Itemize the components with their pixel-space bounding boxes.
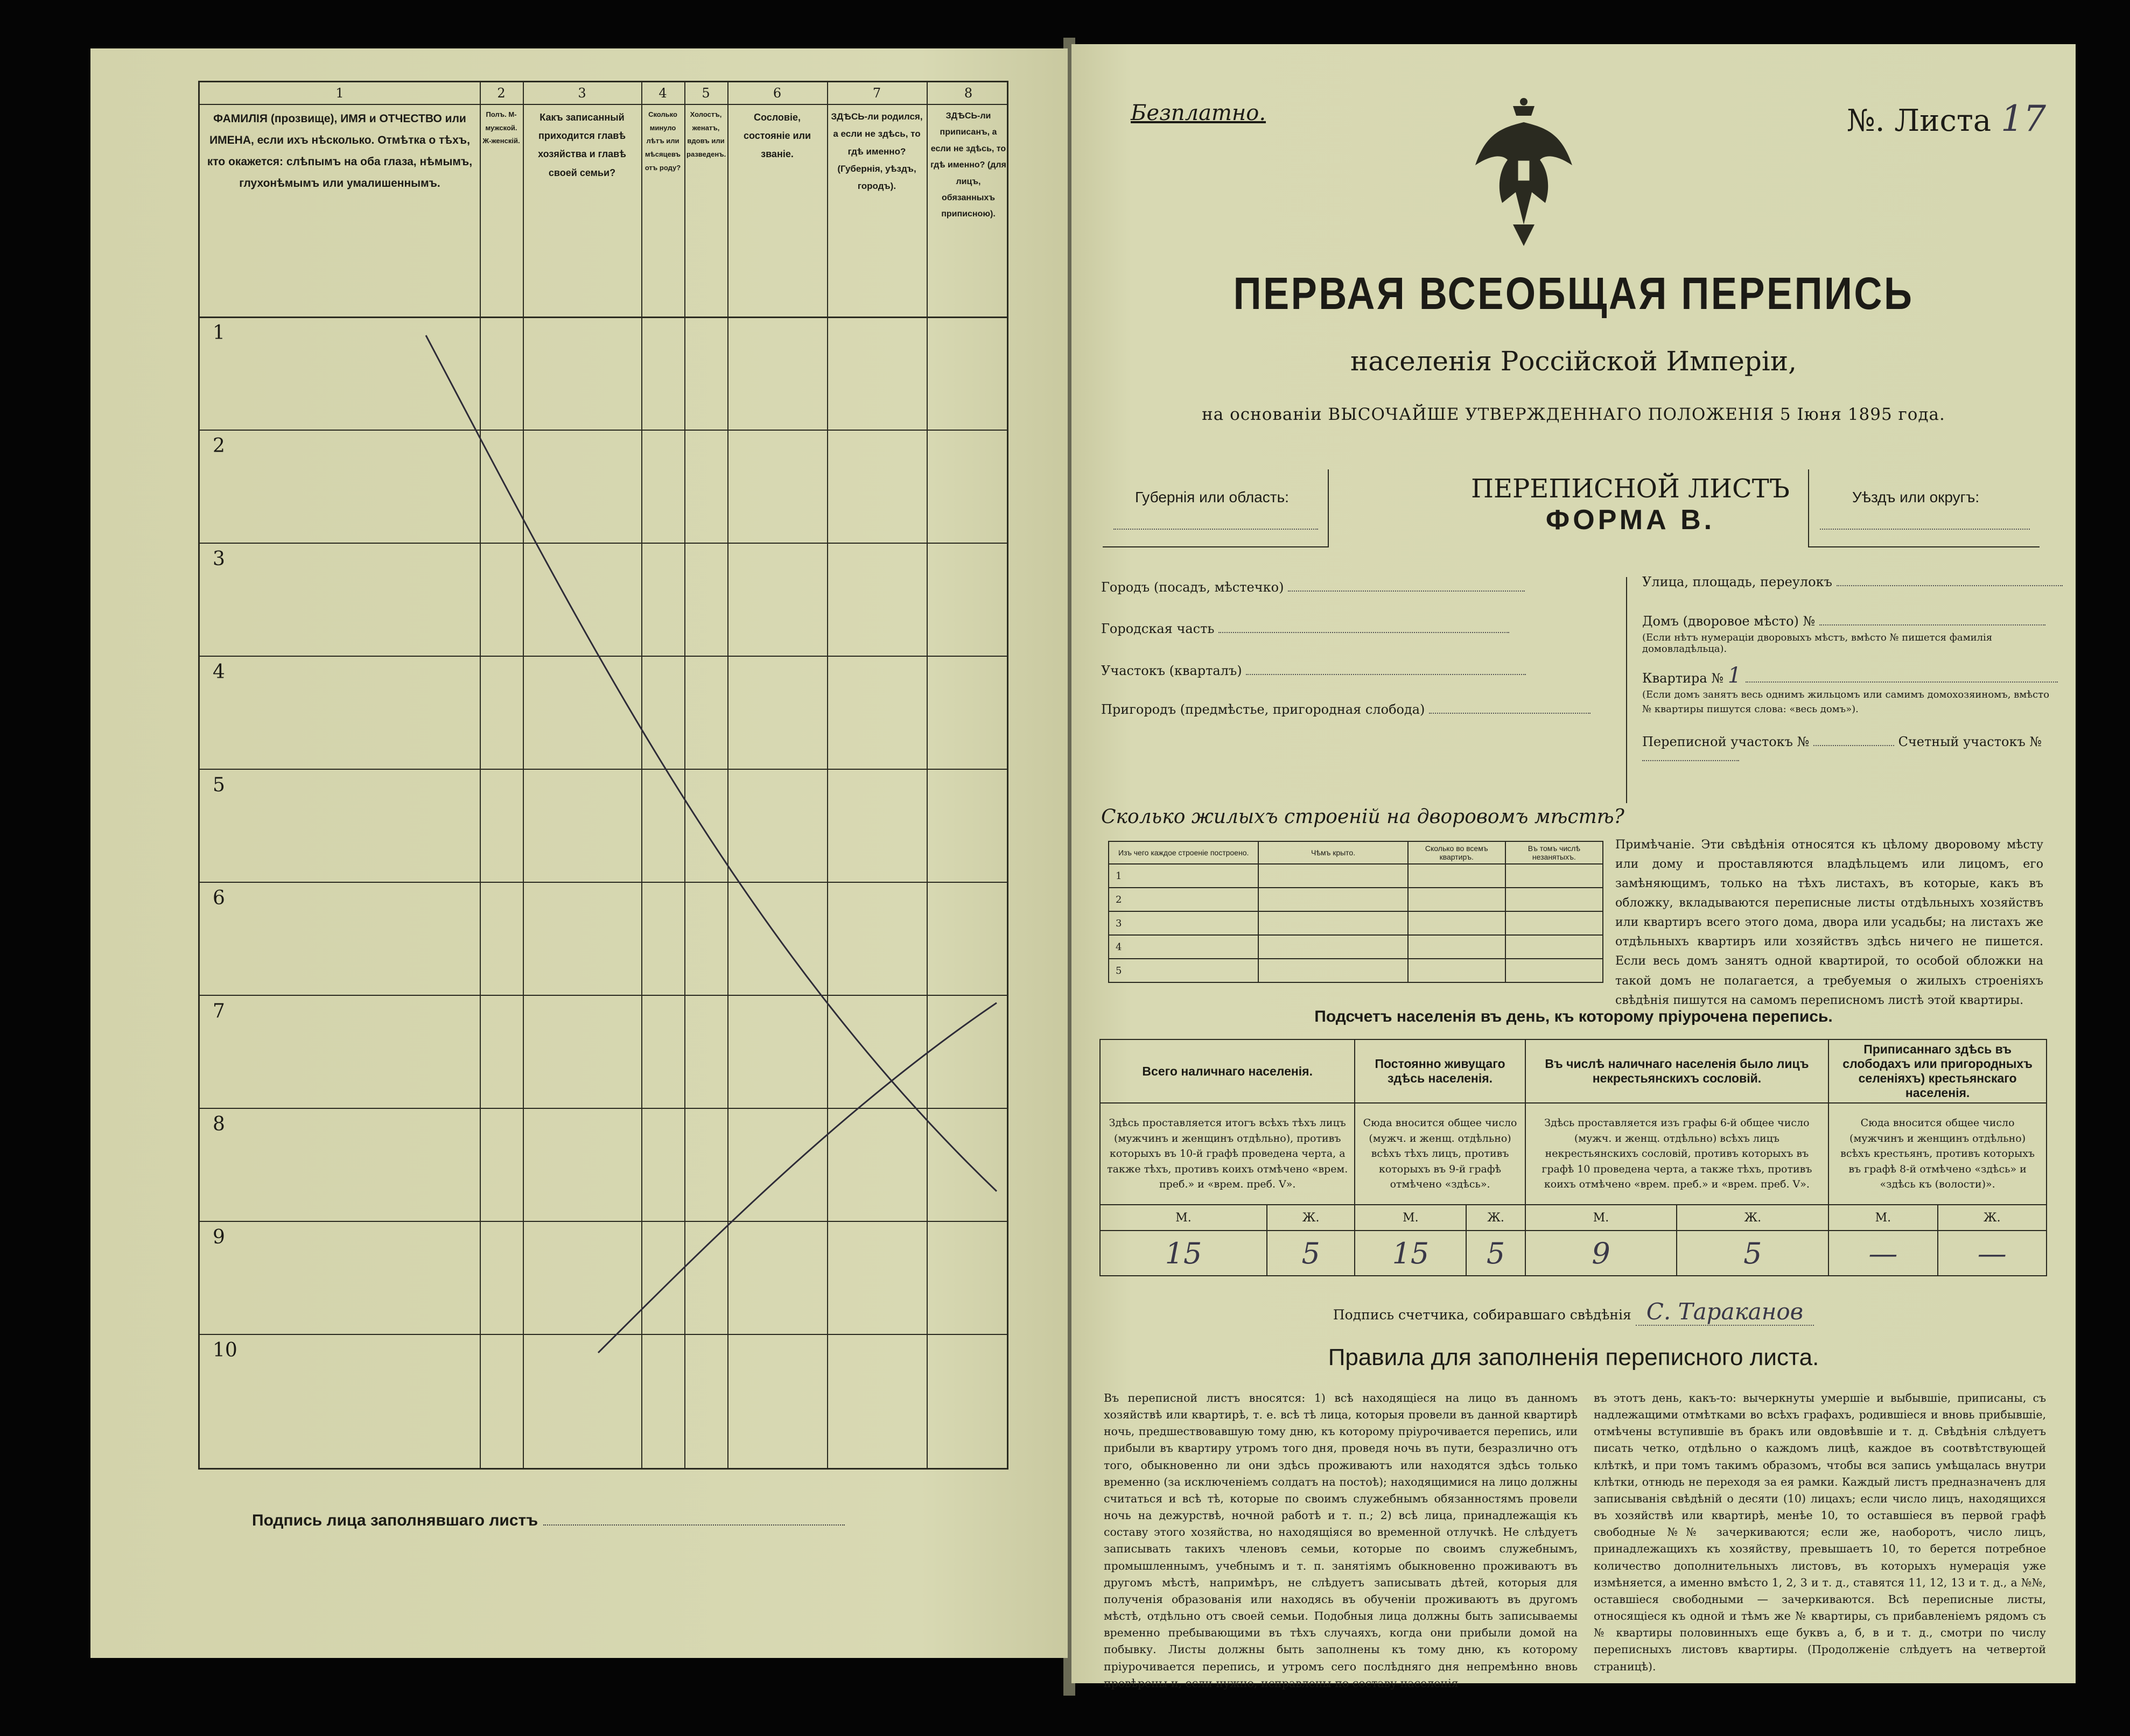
buildings-question	[1101, 806, 1624, 828]
field-blank	[1746, 681, 2058, 683]
column-number: 3	[578, 86, 586, 101]
house-field	[1642, 614, 2045, 629]
city-part-label: Городская часть	[1101, 621, 1215, 636]
column-number: 6	[773, 86, 782, 101]
header-marital: Холостъ, женатъ, вдовъ или разведенъ.	[686, 110, 726, 159]
buildings-col-apartments: Сколько во всемъ квартиръ.	[1408, 841, 1505, 864]
count-value: 15	[1100, 1231, 1267, 1276]
table-row	[1109, 864, 1603, 888]
field-blank	[1429, 713, 1591, 714]
apartment-label: Квартира №	[1642, 671, 1724, 686]
count-title: Подсчетъ населенія въ день, къ которому пріурочена перепись.	[1314, 1008, 1833, 1025]
header-birthplace: ЗДѢСЬ-ли родился, а если не здѣсь, то гдѣ именно? (Губернія, уѣздъ, городъ).	[831, 111, 923, 192]
male-label: М.	[1100, 1205, 1267, 1231]
header-sex: Полъ. М-мужской. Ж-женскій.	[482, 110, 520, 145]
province-blank	[1113, 529, 1318, 530]
buildings-row-number: 4	[1109, 935, 1258, 959]
count-desc-peasant: Сюда вносится общее число (мужчинъ и женщинъ отдѣльно) всѣхъ крестьянъ, противъ которыхъ въ графѣ 8-й отмѣчено «здѣсь» и «здѣсь къ (волости)».	[1828, 1103, 2047, 1205]
field-blank	[1218, 632, 1509, 633]
left-signature-label: Подпись лица заполнявшаго листъ	[252, 1512, 538, 1529]
form-header-row	[1103, 469, 2040, 547]
row-number: 3	[213, 548, 225, 570]
form-type: ФОРМА В.	[1545, 504, 1715, 536]
population-count-table	[1099, 1039, 2047, 1276]
diagonal-stroke-up	[598, 1003, 997, 1353]
count-desc-permanent: Сюда вносится общее число (мужч. и женщ. отдѣльно) всѣхъ тѣхъ лицъ, противъ которыхъ въ 9-й графѣ отмѣчено «здѣсь».	[1355, 1103, 1525, 1205]
buildings-row-number: 1	[1109, 864, 1258, 888]
count-value: 5	[1677, 1231, 1828, 1276]
male-label: М.	[1355, 1205, 1466, 1231]
buildings-row-number: 2	[1109, 888, 1258, 911]
rules-column-2: въ этотъ день, какъ-то: вычеркнуты умершіе и выбывшіе, приписаны, съ надлежащими отмѣтками во всѣхъ графахъ, родившіеся и вновь прибывшіе, отмѣчены вступившіе въ бракъ или овдовѣвшіе и т. д. Свѣдѣнія слѣдуетъ писать четко, отдѣльно о каждомъ лицѣ, каждое въ соотвѣтствующей клѣткѣ, и при томъ такимъ образомъ, чтобы вся запись умѣщалась внутри клѣтки, отнюдь не переходя за ея рамки. Каждый листъ предназначенъ для записыванія свѣдѣній о десяти (10) лицахъ; если число лицъ, находящихся въ хозяйствѣ или квартирѣ, менѣе 10, то оставшіеся въ первой графѣ свободные №№ зачеркиваются; если же, наоборотъ, число лицъ, принадлежащихъ къ хозяйству, превышаетъ 10, то берется потребное количество дополнительныхъ листовъ, въ которыхъ нумерація уже измѣняется, а именно вмѣсто 1, 2, 3 и т. д., ставятся 11, 12, 13 и т. д., а №№, оставшіеся свободными — зачеркиваются. Всѣ переписные листы, относящіеся къ одной и тѣмъ же № квартиры, съ прибавленіемъ рядомъ съ № квартиры половинныхъ еще буквъ а, б, в и т. д., смотри по числу переписныхъ листовъ квартиры. (Продолженіе слѣдуетъ на четвертой страницѣ).	[1594, 1391, 2046, 1673]
buildings-col-vacant: Въ томъ числѣ незанятыхъ.	[1505, 841, 1603, 864]
header-name: ФАМИЛІЯ (прозвище), ИМЯ и ОТЧЕСТВО или ИМЕНА, если ихъ нѣсколько. Отмѣтка о тѣхъ, кто окажется: слѣпымъ на оба глаза, нѣмымъ, глухонѣмымъ или умалишеннымъ.	[207, 113, 473, 189]
free-label: Безплатно.	[1131, 101, 1266, 125]
district-box	[1808, 469, 2040, 547]
row-number: 6	[213, 887, 225, 909]
census-subtitle: населенія Россійской Имперіи,	[1350, 346, 1797, 377]
table-row	[1109, 935, 1603, 959]
row-number: 7	[213, 1000, 225, 1022]
table-row	[1109, 888, 1603, 911]
count-values-row	[1100, 1231, 2047, 1276]
count-value: —	[1938, 1231, 2047, 1276]
apartment-field	[1642, 663, 2058, 688]
count-value: —	[1828, 1231, 1937, 1276]
field-blank	[1819, 624, 2045, 625]
apartment-value: 1	[1727, 663, 1742, 688]
column-number: 2	[497, 86, 506, 101]
female-label: Ж.	[1267, 1205, 1355, 1231]
census-table	[198, 81, 1008, 1470]
rules-title: Правила для заполненія переписного листа.	[1328, 1344, 1819, 1370]
street-field	[1642, 574, 2063, 589]
count-value: 5	[1267, 1231, 1355, 1276]
buildings-note: Примѣчаніе. Эти свѣдѣнія относятся къ цѣлому дворовому мѣсту или дому и проставляются владѣльцемъ или лицомъ, его замѣняющимъ, только на тѣхъ листахъ, въ которые, какъ въ обложку, вкладываются переписные листы отдѣльныхъ хозяйствъ или квартиръ всего этого дома, двора или усадьбы; на листахъ же отдѣльныхъ квартиръ или хозяйствъ здѣсь ничего не пишется. Если весь домъ занятъ одной квартирой, то особой обложки на такой домъ не полагается, а требуемыя о жилыхъ строеніяхъ свѣдѣнія пишутся на самомъ переписномъ листѣ этой квартиры.	[1615, 838, 2043, 1007]
form-title-box	[1426, 469, 1835, 547]
row-number: 2	[213, 435, 225, 457]
row-number: 10	[213, 1339, 237, 1361]
male-label: М.	[1525, 1205, 1677, 1231]
address-divider	[1626, 577, 1627, 803]
column-number: 7	[872, 86, 881, 101]
header-estate: Сословіе, состояніе или званіе.	[743, 112, 811, 160]
enumerator-signature-line	[1071, 1298, 2076, 1325]
buildings-row-number: 3	[1109, 911, 1258, 935]
count-section-label: Счетный участокъ №	[1898, 734, 2042, 749]
city-label: Городъ (посадъ, мѣстечко)	[1101, 580, 1284, 595]
district-blank	[1820, 529, 2030, 530]
diagonal-stroke-down	[426, 335, 997, 1191]
buildings-col-roof: Чѣмъ крыто.	[1258, 841, 1408, 864]
column-number: 4	[658, 86, 667, 101]
column-number: 1	[335, 86, 344, 101]
count-header-non-peasant: Въ числѣ наличнаго населенія было лицъ некрестьянскихъ сословій.	[1525, 1039, 1829, 1103]
legal-basis: на основаніи ВЫСОЧАЙШЕ УТВЕРЖДЕННАГО ПОЛОЖЕНІЯ 5 Іюня 1895 года.	[1202, 405, 1945, 424]
row-number: 9	[213, 1226, 225, 1248]
signature-blank	[543, 1524, 845, 1526]
enumerator-label: Подпись счетчика, собиравшаго свѣдѣнія	[1333, 1307, 1631, 1323]
sheet-number	[1847, 98, 2046, 139]
count-header-present: Всего наличнаго населенія.	[1100, 1039, 1355, 1103]
buildings-question-text: Сколько жилыхъ строеній на дворовомъ мѣстѣ?	[1101, 806, 1624, 828]
field-blank	[1642, 760, 1739, 761]
sheet-number-label: №. Листа	[1846, 103, 1992, 138]
cancel-strokes	[200, 82, 1010, 1471]
row-number: 8	[213, 1113, 225, 1135]
count-desc-non-peasant: Здѣсь проставляется изъ графы 6-й общее число (мужч. и женщ. отдѣльно) всѣхъ лицъ некрестьянскихъ сословій, противъ которыхъ въ графѣ 10 проведена черта, а также тѣхъ, противъ коихъ отмѣчено «врем. преб.» и «врем. преб. V».	[1525, 1103, 1829, 1205]
city-part-field	[1101, 621, 1509, 636]
buildings-table	[1108, 841, 1603, 983]
province-box	[1103, 469, 1329, 547]
male-label: М.	[1828, 1205, 1937, 1231]
imperial-eagle-emblem	[1470, 95, 1578, 251]
row-number: 4	[213, 661, 225, 683]
count-value: 15	[1355, 1231, 1466, 1276]
suburb-label: Пригородъ (предмѣстье, пригородная слобода)	[1101, 702, 1425, 717]
street-label: Улица, площадь, переулокъ	[1642, 574, 1832, 589]
left-signature-line	[252, 1512, 845, 1530]
buildings-col-material: Изъ чего каждое строеніе построено.	[1109, 841, 1258, 864]
house-label: Домъ (дворовое мѣсто) №	[1642, 614, 1816, 629]
field-blank	[1288, 591, 1525, 592]
count-header-peasant: Приписаннаго здѣсь въ слободахъ или пригородныхъ селеніяхъ) крестьянскаго населенія.	[1828, 1039, 2047, 1103]
census-section-label: Переписной участокъ №	[1642, 734, 1810, 749]
column-number: 5	[702, 86, 710, 101]
count-header-permanent: Постоянно живущаго здѣсь населенія.	[1355, 1039, 1525, 1103]
count-desc-present: Здѣсь проставляется итогъ всѣхъ тѣхъ лицъ (мужчинъ и женщинъ отдѣльно), противъ которыхъ въ 10-й графѣ проведена черта, а также тѣхъ, противъ коихъ отмѣчено «врем. преб.» и «врем. преб. V».	[1100, 1103, 1355, 1205]
header-age: Сколько минуло лѣтъ или мѣсяцевъ отъ роду?	[644, 110, 681, 172]
table-row	[1109, 911, 1603, 935]
column-number: 8	[964, 86, 973, 101]
female-label: Ж.	[1677, 1205, 1828, 1231]
form-title: ПЕРЕПИСНОЙ ЛИСТЪ	[1471, 474, 1790, 504]
city-field	[1101, 580, 1525, 595]
count-value: 9	[1525, 1231, 1677, 1276]
sheet-number-value: 17	[2001, 98, 2046, 139]
right-page	[1071, 44, 2076, 1690]
house-note: (Если нѣтъ нумераціи дворовыхъ мѣстъ, вмѣсто № пишется фамилія домовладѣльца).	[1642, 632, 1993, 655]
count-value: 5	[1466, 1231, 1525, 1276]
buildings-row-number: 5	[1109, 959, 1258, 982]
field-blank	[1813, 745, 1894, 746]
header-registered: ЗДѢСЬ-ли приписанъ, а если не здѣсь, то гдѣ именно? (для лицъ, обязанныхъ приписною).	[930, 111, 1006, 219]
census-title: ПЕРВАЯ ВСЕОБЩАЯ ПЕРЕПИСЬ	[1233, 268, 1914, 319]
table-row	[1109, 959, 1603, 982]
precinct-field	[1101, 663, 1526, 678]
apartment-note: (Если домъ занятъ весь однимъ жильцомъ или самимъ домохозяиномъ, вмѣсто № квартиры пишутся слова: «весь домъ»).	[1642, 689, 2050, 715]
field-blank	[1837, 585, 2063, 586]
precinct-label: Участокъ (кварталъ)	[1101, 663, 1242, 678]
header-relation: Какъ записанный приходится главѣ хозяйства и главѣ своей семьи?	[538, 112, 626, 178]
province-label: Губернія или область:	[1135, 489, 1289, 505]
field-blank	[1246, 674, 1526, 675]
row-number: 1	[213, 322, 225, 344]
row-number: 5	[213, 774, 225, 796]
rules-column-1: Въ переписной листъ вносятся: 1) всѣ находящіеся на лицо въ данномъ хозяйствѣ или квартирѣ, т. е. всѣ тѣ лица, которыя провели въ данной квартирѣ ночь, предшествовавшую тому дню, къ которому пріурочивается перепись, или прибыли въ квартиру утромъ того дня, проведя ночь въ пути, безразлично отъ того, обыкновенно ли они здѣсь проживаютъ или находятся здѣсь только временно (за исключеніемъ солдатъ на постоѣ); находящимися на лицо должны считаться и всѣ тѣ, которые по своимъ служебнымъ обязанностямъ провели ночь на дежурствѣ, ночной работѣ и т. п.; 2) всѣ лица, принадлежащія къ составу этого хозяйства, но находящіяся во временной отлучкѣ. Не слѣдуетъ записывать такихъ членовъ семьи, которые по своимъ служебнымъ, промышленнымъ, учебнымъ и т. п. занятіямъ обыкновенно проживаютъ въ другомъ мѣстѣ, напримѣръ, не слѣдуетъ записывать дѣтей, которыя для полученія образованія или находясь въ обученіи проживаютъ въ другомъ мѣстѣ, отдѣльно отъ своей семьи. Подобныя лица должны быть записываемы временно пребывающими въ тѣхъ случаяхъ, когда они прибыли домой на побывку. Листы должны быть заполнены къ тому дню, къ которому пріурочивается перепись, и утромъ сего послѣдняго дня непремѣнно вновь провѣрены и, если нужно, исправлены по составу населенія	[1104, 1391, 1578, 1690]
female-label: Ж.	[1938, 1205, 2047, 1231]
section-fields	[1642, 734, 2076, 764]
female-label: Ж.	[1466, 1205, 1525, 1231]
left-page	[90, 48, 1068, 1658]
suburb-field	[1101, 702, 1591, 717]
district-label: Уѣздъ или округъ:	[1852, 489, 1980, 505]
enumerator-signature: С. Тараканов	[1636, 1298, 1814, 1326]
